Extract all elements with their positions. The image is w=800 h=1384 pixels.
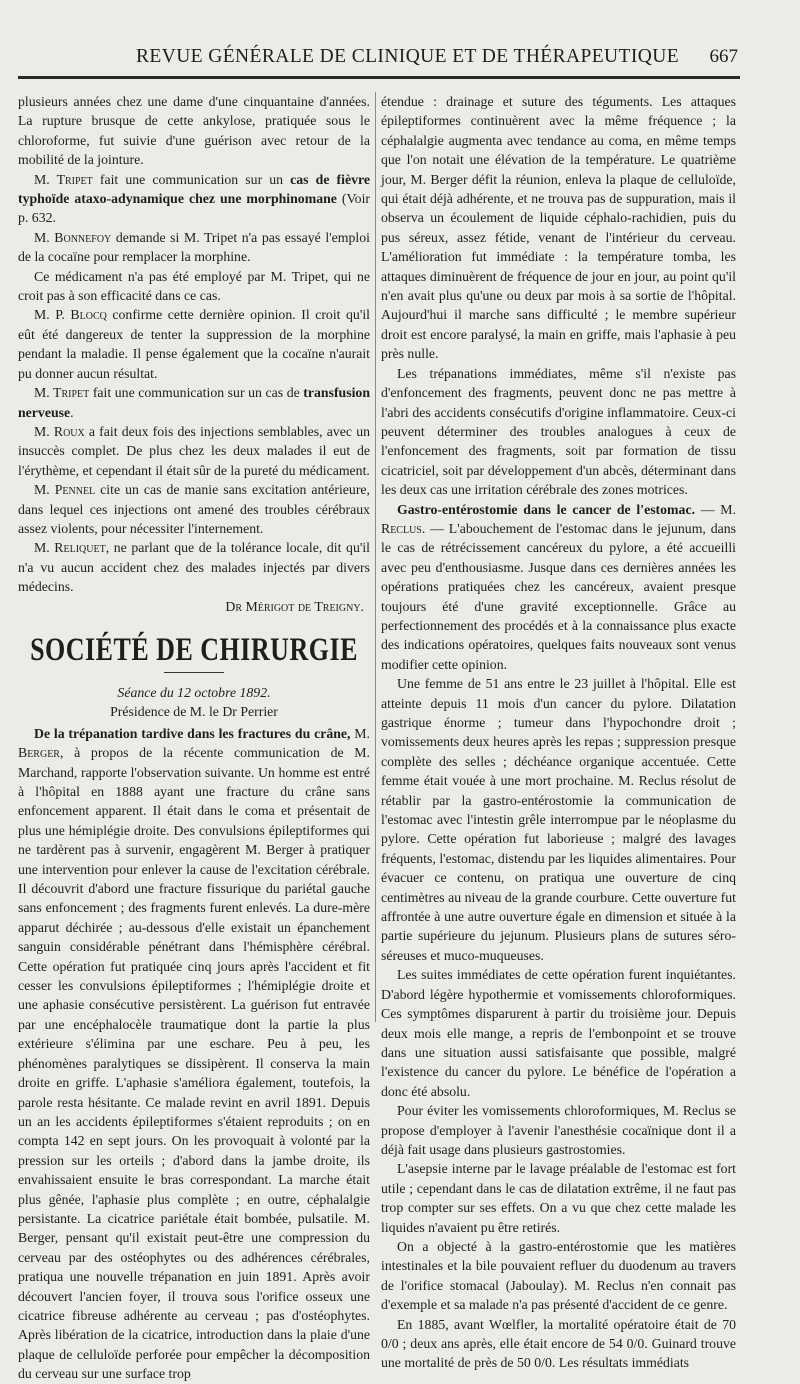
paragraph-text: , à propos de la récente communication de M. Marchand, rapporte l'observation suivante. Un homme est entré à l'hôpital en 1888 ayant une fracture du crâne sans enfoncement apparent. Il était dans le coma et présentait de plus une hémiplégie droite. Des convulsions épileptiformes qui ne tardèrent pas à survenir, engagèrent M. Berger à pratiquer une intervention pour enlever la cause de l'excitation cérébrale. Il découvrit d'abord une fracture fissurique du pariétal gauche sans enfoncement ; des fragments furent enlevés. La dure-mère apparut déchirée ; au-dessous d'elle existait un épanchement sanguin considérable pénétrant dans l'hémisphère cérébral. Cette opération fut pratiquée cinq jours après l'accident et fit cesser les convulsions épileptiformes ; l'hémiplégie droite et une aphasie consécutive persistèrent. La guérison fut entravée par une encéphalocèle traumatique dont la partie la plus extérieure s'élimina par une eschare. Peu à peu, les phénomènes paralytiques se dissipèrent. Il conserva la main droite en griffe. L'aphasie s'améliora également, toutefois, la parole resta hésitante. Ce malade revint en avril 1891. Depuis un an les accidents épileptiformes s'étaient reproduits ; on en compta 142 en sept jours. On les provoquait à volonté par la pression sur les orteils ; d'abord dans la jambe droite, ils envahissaient ensuite le bras correspondant. La marche était plus gênée, l'aphasie plus complète ; en outre, céphalalgie persistante. La cicatrice pariétale était bombée, pulsatile. M. Berger, pensant qu'il existait peut-être une compression du cerveau par des ostéophytes ou des adhérences cérébrales, pratiqua une nouvelle trépanation en juin 1891. Après avoir découvert l'ancien foyer, il trouva sous l'orifice osseux une cicatrice fibreuse adhérente au cerveau ; pas d'ostéophytes. Après libération de la cicatrice, introduction dans la plaie d'une plaque de celluloïde perforée pour empêcher la décomposition du cerveau sur une surface trop [18,745,370,1382]
paragraph [18,228,370,267]
speaker-name: M. P. Blocq [34,307,107,323]
section-rule [164,672,224,673]
session-date: Séance du 12 octobre 1892. [117,684,271,700]
paragraph [18,480,370,538]
communication-title: transfusion nerveuse [18,385,370,420]
speaker-name: M. Bonnefoy [34,229,112,245]
right-column [381,92,736,1373]
paragraph [18,383,370,422]
speaker-name: M. Reliquet [34,540,106,556]
running-header [18,44,738,70]
header-rule [18,76,740,79]
paragraph: étendue : drainage et suture des téguments. Les attaques épileptiformes continuèrent avec la même fréquence ; la céphalalgie augmenta avec tendance au coma, en même temps que l'on notait une élévation de la température. Le quatrième jour, M. Berger défit la réunion, enleva la plaque de celluloïde, qui était déjà adhérente, et ne trouva pas de suppuration, mais il observa un écoulement de liquide céphalo-rachidien, puis du pus séreux, assez fétide, venant de l'intérieur du cerveau. L'amélioration fut immédiate : la température tomba, les attaques diminuèrent de fréquence de jour en jour, au point qu'il n'en avait plus qu'une ou deux par mois à sa sortie de l'hôpital. Aujourd'hui il marche sans difficulté ; le membre supérieur droit est encore paralysé, la main en griffe, mais l'aphasie à peu près nulle. [381,94,736,362]
paragraph: Pour éviter les vomissements chloroformiques, M. Reclus se propose d'employer à l'avenir l'anesthésie cocaïnique dont il a déjà fait usage dans plusieurs gastrostomies. [381,1103,736,1157]
paragraph: Ce médicament n'a pas été employé par M. Tripet, qui ne croit pas à son efficacité dans ce cas. [18,268,370,304]
paragraph [381,500,736,675]
left-column [18,92,370,1384]
presidence-line: Présidence de M. le Dr Perrier [110,704,278,720]
paragraph: Une femme de 51 ans entre le 23 juillet à l'hôpital. Elle est atteinte depuis 11 mois d'un cancer du pylore. Dilatation gastrique énorme ; tumeur dans l'hypochondre droit ; vomissements deux heures après les repas ; suppression presque complète des selles ; déchéance organique accentuée. Cette femme était vouée à une mort prochaine. M. Reclus résolut de rétablir par la gastro-entérostomie la communication de l'estomac avec l'intestin grêle interrompue par le néoplasme du pylore. Cette opération fut laborieuse ; malgré des lavages fréquents, l'estomac, distendu par les liquides alimentaires. Pour évacuer ce contenu, on pratiqua une ouverture de cinq centimètres au niveau de la grande courbure. Cette ouverture fut affrontée à une autre ouverture égale en dimension et située à la partie supérieure du jejunum. Plusieurs plans de sutures séro-séreuses et muco-muqueuses. [381,676,736,963]
paragraph-text: fait une communication sur un [92,171,291,187]
speaker-name: M. Reclus [381,501,736,536]
speaker-name: M. Roux [34,423,85,439]
paragraph [18,170,370,228]
communication-title: cas de fièvre typhoïde ataxo-adynamique chez une morphinomane [18,171,370,207]
page-number: 667 [709,46,738,67]
signature: Dr Mérigot de Treigny. [225,598,364,614]
paragraph-text: — [695,501,721,517]
paragraph-text: demande si M. Tripet n'a pas essayé l'emploi de la cocaïne pour remplacer la morphine. [18,229,370,265]
section-title: SOCIÉTÉ DE CHIRURGIE [30,631,358,668]
speaker-name: M. Berger [18,725,370,761]
paragraph-text: . — L'abouchement de l'estomac dans le jejunum, dans le cas de rétrécissement cancéreux du pylore, a été accueilli avec peu d'enthousiasme. Jusque dans ces dernières années les opérations pratiquées chez les cancéreux, avaient presque toujours été d'une gravité exceptionnelle. Grâce au perfectionnement des procédés et à la connaissance plus exacte des indications opératoires, quelques faits nouveaux sont venus modifier cette opinion. [381,520,736,672]
speaker-name: M. Tripet [34,171,93,187]
paragraph [18,422,370,480]
paragraph-text: a fait deux fois des injections semblables, avec un insuccès complet. De plus chez les deux malades il eut de l'érythème, et cependant il était sûr de la pureté du médicament. [18,423,370,478]
paragraph: plusieurs années chez une dame d'une cinquantaine d'années. La rupture brusque de cette ankylose, pratiquée sous le chloroforme, fut suivie d'une guérison avec retour de la mobilité de la jointure. [18,94,370,168]
paragraph-text: cite un cas de manie sans excitation antérieure, dans lequel ces injections ont amené des troubles cérébraux assez violents, pour nécessiter l'internement. [18,482,370,536]
paragraph: En 1885, avant Wœlfler, la mortalité opératoire était de 70 0/0 ; deux ans après, elle était encore de 54 0/0. Guinard trouve une mortalité de près de 50 0/0. Les résultats immédiats [381,1316,736,1371]
paragraph-text: , ne parlant que de la tolérance locale, dit qu'il n'a vu aucun accident chez des malades injectés par divers médecins. [18,540,370,595]
paragraph-text: fait une communication sur un cas de [89,385,304,401]
paragraph: L'asepsie interne par le lavage préalable de l'estomac est fort utile ; cependant dans le cas de dilatation extrême, il ne faut pas trop compter sur ses effets. On a vu que chez cette malade les liquides n'avaient pu être retirés. [381,1161,736,1235]
communication-title: Gastro-entérostomie dans le cancer de l'estomac. [397,501,696,517]
paragraph [18,538,370,596]
paragraph: Les trépanations immédiates, même s'il n'existe pas d'enfoncement des fragments, peuvent donc ne pas mettre à l'abri des accidents consécutifs d'origine inflammatoire. Ceux-ci peuvent déterminer des troubles analogues à ceux de l'enfoncement des fragments, soit par formation de tissu cicatriciel, soit par développement d'un abcès, déterminant dans les deux cas une irritation cérébrale des zones motrices. [381,365,736,498]
speaker-name: M. Tripet [34,385,90,401]
paragraph [18,305,370,383]
paragraph-text: confirme cette dernière opinion. Il croit qu'il eût été dangereux de tenter la suppression de la morphine pendant la maladie. Il pense également que la cocaïne n'aurait pu donner aucun résultat. [18,307,370,381]
paragraph: On a objecté à la gastro-entérostomie que les matières intestinales et la bile pouvaient refluer du duodenum au travers de l'orifice stomacal (Jaboulay). M. Reclus n'en connait pas d'exemple et sa malade n'a pas présenté d'accident de ce genre. [381,1238,736,1313]
communication-title: De la trépanation tardive dans les fractures du crâne, [34,725,351,741]
column-divider [375,92,376,1022]
paragraph-text: . [70,404,74,420]
speaker-name: M. Pennel [34,482,96,498]
paragraph-text: (Voir p. 632. [18,191,370,226]
journal-title: REVUE GÉNÉRALE DE CLINIQUE ET DE THÉRAPEUTIQUE [136,46,680,67]
paragraph: Les suites immédiates de cette opération furent inquiétantes. D'abord légère hypothermie et vomissements chloroformiques. Ces symptômes disparurent à partir du troisième jour. Depuis deux mois elle mange, a repris de l'embonpoint et se trouve dans une situation aussi satisfaisante que possible, malgré l'existence du cancer du pylore. Le bénéfice de l'opération a donc été absolu. [381,967,736,1099]
